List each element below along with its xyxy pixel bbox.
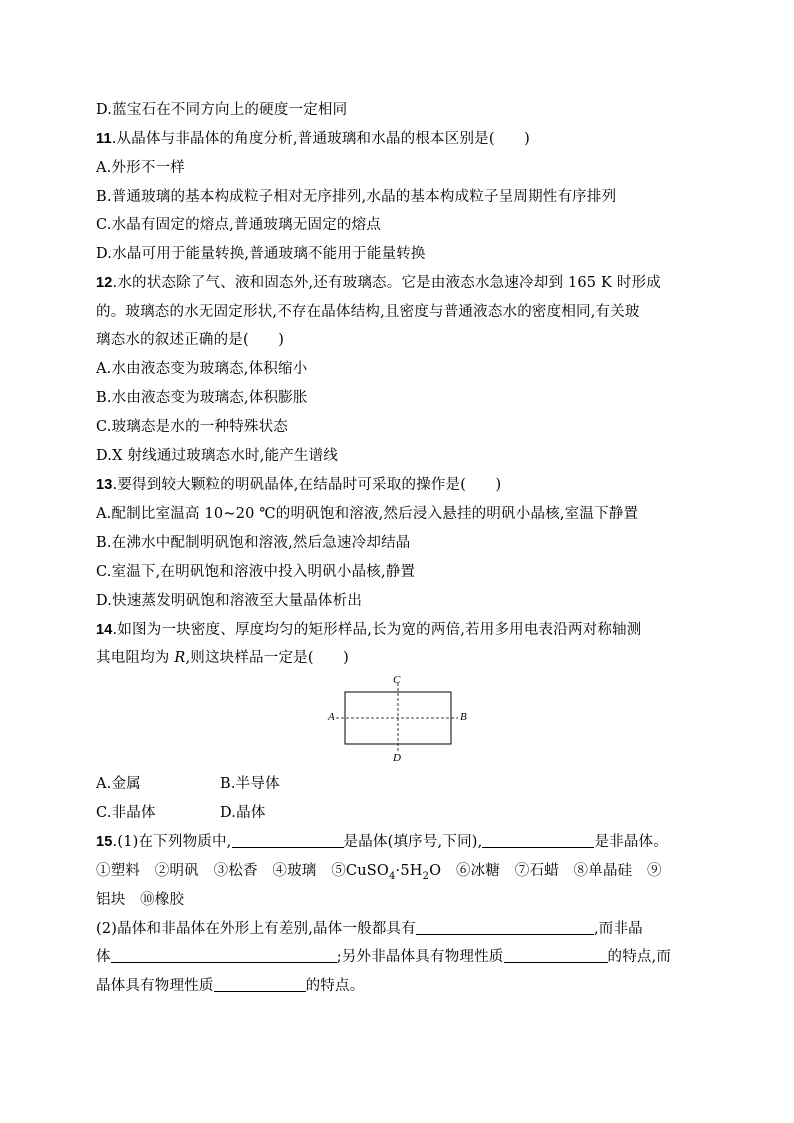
answer-blank-crystal-property[interactable] bbox=[214, 976, 306, 992]
q12-stem-line3: 璃态水的叙述正确的是( ) bbox=[96, 332, 285, 348]
q11-option-d: D.水晶可用于能量转换,普通玻璃不能用于能量转换 bbox=[96, 246, 426, 262]
q13-option-d: D.快速蒸发明矾饱和溶液至大量晶体析出 bbox=[96, 593, 363, 609]
q15-items-line1 bbox=[96, 861, 662, 887]
q11-option-a: A.外形不一样 bbox=[96, 160, 185, 176]
q12-stem-line1 bbox=[96, 273, 661, 293]
q15-part1-text-c: 是非晶体。 bbox=[594, 834, 668, 850]
q15-part2-text-c: 体 bbox=[96, 949, 111, 965]
label-b: B bbox=[460, 711, 467, 723]
q14-resistance-symbol: R bbox=[174, 650, 186, 666]
answer-blank-noncrystal-property[interactable] bbox=[504, 947, 608, 963]
q15-part2-text-b: ,而非晶 bbox=[593, 921, 643, 937]
label-c: C bbox=[393, 674, 401, 686]
q15-number: 15 bbox=[96, 834, 113, 850]
sample-rectangle-figure bbox=[326, 674, 476, 764]
q15-part2-text-g: 的特点。 bbox=[305, 978, 365, 994]
q14-stem-text2b: ,则这块样品一定是( ) bbox=[185, 650, 349, 666]
q14-stem-text2a: 其电阻均为 bbox=[96, 650, 175, 666]
sample-rectangle-svg bbox=[326, 674, 476, 764]
answer-blank-noncrystals[interactable] bbox=[482, 832, 594, 848]
q15-part2-line1 bbox=[96, 919, 643, 939]
q13-option-c: C.室温下,在明矾饱和溶液中投入明矾小晶核,静置 bbox=[96, 564, 416, 580]
q12-option-a: A.水由液态变为玻璃态,体积缩小 bbox=[96, 361, 308, 377]
answer-blank-noncrystal-shape[interactable] bbox=[111, 947, 337, 963]
q15-part1-text-b: 是晶体(填序号,下同), bbox=[343, 834, 483, 850]
q12-stem-text1: .水的状态除了气、液和固态外,还有玻璃态。它是由液态水急速冷却到 165 K 时形成 bbox=[112, 275, 661, 291]
q11-option-b: B.普通玻璃的基本构成粒子相对无序排列,水晶的基本构成粒子呈周期性有序排列 bbox=[96, 189, 617, 205]
q14-option-a: A.金属 bbox=[96, 776, 141, 792]
q11-option-c: C.水晶有固定的熔点,普通玻璃无固定的熔点 bbox=[96, 217, 381, 233]
q13-stem bbox=[96, 475, 501, 495]
label-d: D bbox=[393, 752, 401, 764]
q15-items-dot: ·5H bbox=[395, 863, 423, 879]
q15-items-line2: 铝块 ⑩橡胶 bbox=[96, 892, 185, 908]
q12-number: 12 bbox=[96, 275, 113, 291]
q15-items-text2: O ⑥冰糖 ⑦石蜡 ⑧单晶硅 ⑨ bbox=[429, 863, 662, 879]
q11-number: 11 bbox=[96, 131, 112, 147]
q13-stem-text: .要得到较大颗粒的明矾晶体,在结晶时可采取的操作是( ) bbox=[112, 477, 502, 493]
q14-options-row1 bbox=[96, 774, 396, 794]
q10-option-d: D.蓝宝石在不同方向上的硬度一定相同 bbox=[96, 102, 348, 118]
q15-part2-line2 bbox=[96, 947, 671, 967]
q12-option-c: C.玻璃态是水的一种特殊状态 bbox=[96, 419, 288, 435]
q14-number: 14 bbox=[96, 622, 113, 638]
q12-stem-line2: 的。玻璃态的水无固定形状,不存在晶体结构,且密度与普通液态水的密度相同,有关玻 bbox=[96, 304, 640, 320]
q15-part2-text-d: ;另外非晶体具有物理性质 bbox=[336, 949, 504, 965]
q14-option-b: B.半导体 bbox=[220, 776, 280, 792]
answer-blank-crystal-shape[interactable] bbox=[416, 919, 594, 935]
q15-part2-text-e: 的特点,而 bbox=[607, 949, 672, 965]
q14-stem-line1 bbox=[96, 620, 641, 640]
cuso4-subscript: 4 bbox=[388, 870, 396, 882]
h2o-subscript: 2 bbox=[422, 870, 430, 882]
q14-option-d: D.晶体 bbox=[220, 805, 266, 821]
label-a: A bbox=[328, 711, 335, 723]
q15-items-text1: ①塑料 ②明矾 ③松香 ④玻璃 ⑤CuSO bbox=[96, 863, 389, 879]
q12-option-b: B.水由液态变为玻璃态,体积膨胀 bbox=[96, 390, 308, 406]
q11-stem bbox=[96, 129, 530, 149]
q14-option-c: C.非晶体 bbox=[96, 805, 156, 821]
q15-part2-text-f: 晶体具有物理性质 bbox=[96, 978, 214, 994]
q15-part1-text-a: .(1)在下列物质中, bbox=[112, 834, 232, 850]
q13-number: 13 bbox=[96, 477, 113, 493]
q11-stem-text: .从晶体与非晶体的角度分析,普通玻璃和水晶的根本区别是( ) bbox=[111, 131, 530, 147]
q14-stem-text1: .如图为一块密度、厚度均匀的矩形样品,长为宽的两倍,若用多用电表沿两对称轴测 bbox=[112, 622, 642, 638]
q15-part1 bbox=[96, 832, 668, 852]
q14-stem-line2 bbox=[96, 648, 349, 668]
q13-option-a: A.配制比室温高 10~20 ℃的明矾饱和溶液,然后浸入悬挂的明矾小晶核,室温下静置 bbox=[96, 506, 639, 522]
q12-option-d: D.X 射线通过玻璃态水时,能产生谱线 bbox=[96, 448, 339, 464]
q15-part2-line3 bbox=[96, 976, 364, 996]
answer-blank-crystals[interactable] bbox=[232, 832, 344, 848]
q14-options-row2 bbox=[96, 803, 396, 823]
q15-part2-text-a: (2)晶体和非晶体在外形上有差别,晶体一般都具有 bbox=[96, 921, 416, 937]
q13-option-b: B.在沸水中配制明矾饱和溶液,然后急速冷却结晶 bbox=[96, 535, 411, 551]
